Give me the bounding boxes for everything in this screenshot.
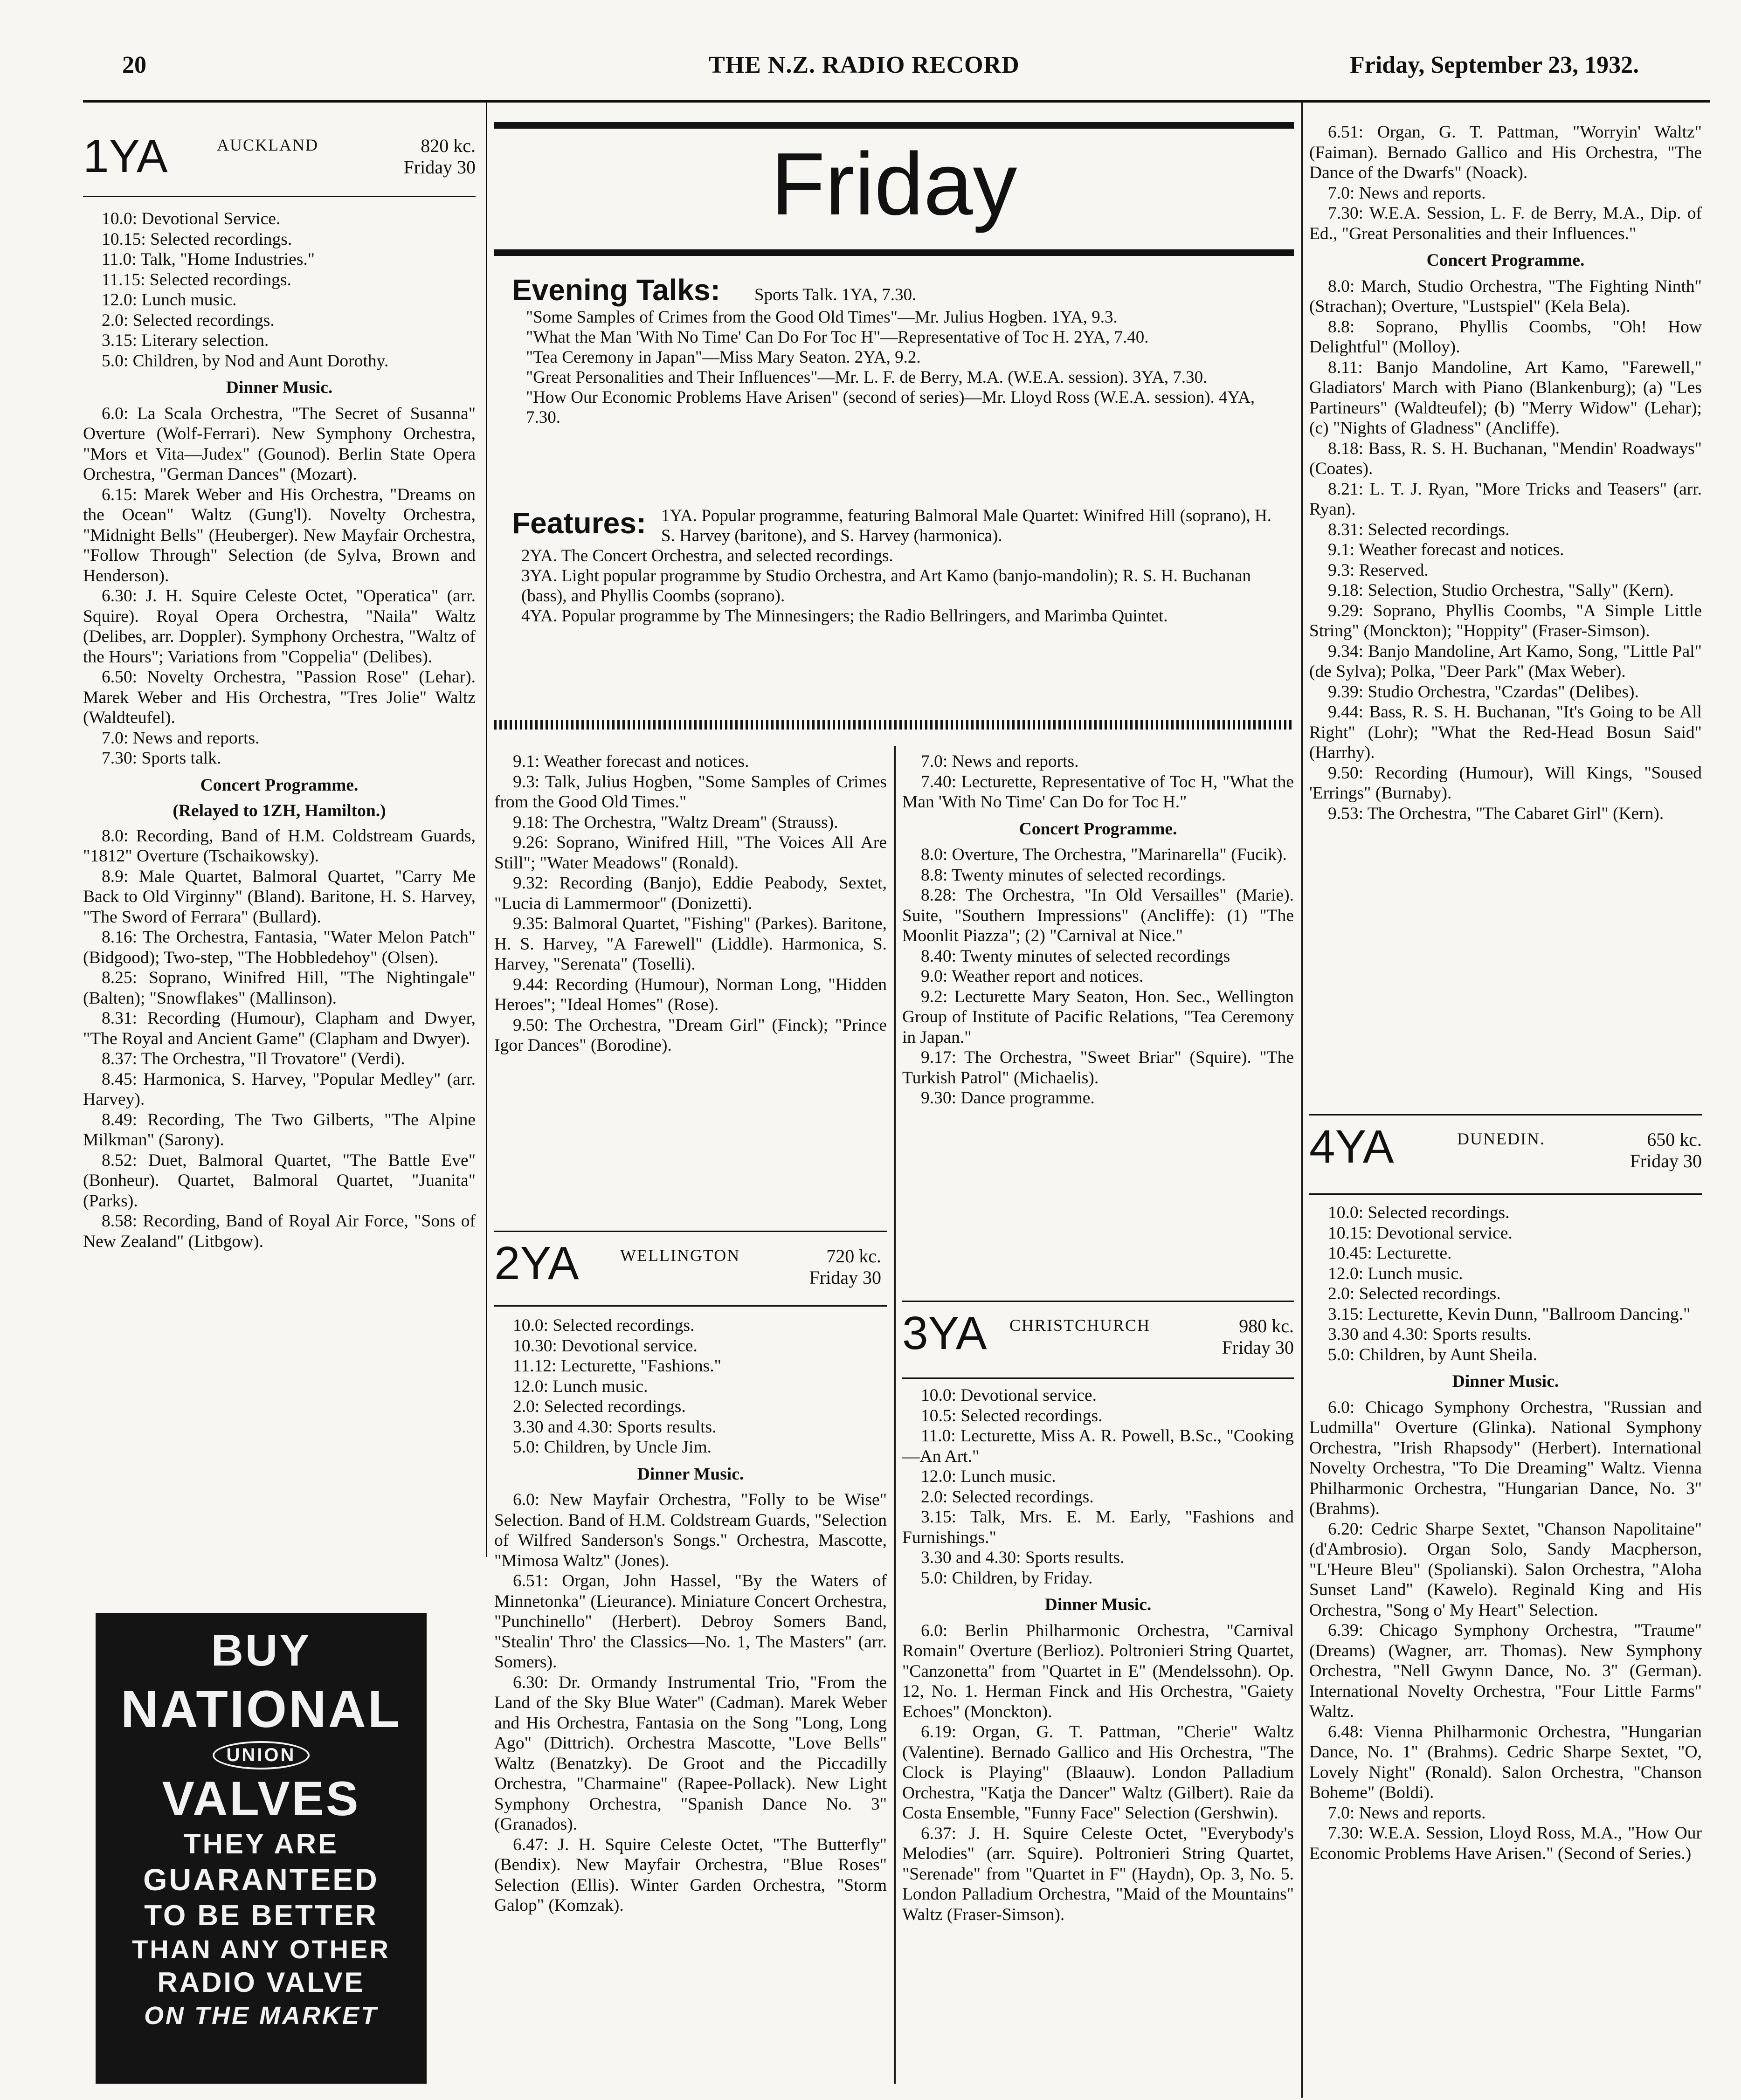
relay-note: (Relayed to 1ZH, Hamilton.) xyxy=(173,801,386,820)
list-item: 7.0: News and reports. xyxy=(1328,1803,1486,1823)
section-heading: Concert Programme. xyxy=(1019,819,1177,839)
list-item: 9.50: Recording (Humour), Will Kings, "Soused 'Errings" (Burnaby). xyxy=(1309,763,1702,803)
list-item: 6.19: Organ, G. T. Pattman, "Cherie" Waltz (Valentine). Bernado Gallico and His Orchestra, "The Clock is Playing" (Blaauw). London Palladium Orchestra, "Katja the Dancer" Waltz (Gilbert). Raie da Costa Ensemble, "Funny Face" Selection (Gershwin). xyxy=(902,1722,1294,1823)
list-item: 8.16: The Orchestra, Fantasia, "Water Melon Patch" (Bidgood); Two-step, "The Hobbledehoy" (Olsen). xyxy=(83,928,476,967)
station-rule xyxy=(902,1377,1294,1379)
station-rule xyxy=(494,1305,887,1307)
station-frequency: 650 kc. Friday 30 xyxy=(1630,1129,1702,1171)
list-item: 3.15: Literary selection. xyxy=(102,331,269,350)
feature-item: 2YA. The Concert Orchestra, and selected recordings. xyxy=(521,546,893,565)
station-rule xyxy=(1309,1114,1702,1115)
list-item: 9.3: Talk, Julius Hogben, "Some Samples of Crimes from the Good Old Times." xyxy=(494,772,887,812)
list-item: 12.0: Lunch music. xyxy=(513,1377,648,1396)
list-item: 6.0: Berlin Philharmonic Orchestra, "Carnival Romain" Overture (Berlioz). Poltronieri String Quartet, "Canzonetta" from "Quartet in E" (Mendelssohn). Op. 12, No. 1. Herman Finck and His Orchestra, "Gaiety Echoes" (Monckton). xyxy=(902,1621,1294,1721)
list-item: 3.30 and 4.30: Sports results. xyxy=(513,1417,717,1437)
column-divider xyxy=(486,103,487,1557)
feature-item: 4YA. Popular programme by The Minnesingers; the Radio Bellringers, and Marimba Quintet. xyxy=(521,606,1168,626)
list-item: 7.40: Lecturette, Representative of Toc H, "What the Man 'With No Time' Can Do for Toc H." xyxy=(902,772,1294,812)
list-item: 12.0: Lunch music. xyxy=(102,290,237,310)
column-4ya xyxy=(1309,1203,1702,1864)
list-item: 8.45: Harmonica, S. Harvey, "Popular Medley" (arr. Harvey). xyxy=(83,1069,476,1109)
dotted-divider xyxy=(494,720,1294,730)
column-2ya-continued xyxy=(902,751,1294,1109)
list-item: 12.0: Lunch music. xyxy=(1328,1264,1463,1283)
national-union-valves-advert: BUY NATIONAL UNION VALVES THEY ARE GUARANTEED TO BE BETTER THAN ANY OTHER RADIO VALVE ON THE MARKET xyxy=(96,1613,427,2084)
list-item: 7.30: Sports talk. xyxy=(102,749,221,768)
list-item: 8.31: Selected recordings. xyxy=(1328,520,1510,539)
list-item: 8.0: Recording, Band of H.M. Coldstream Guards, "1812" Overture (Tschaikowsky). xyxy=(83,826,476,866)
list-item: 11.0: Talk, "Home Industries." xyxy=(102,250,315,269)
list-item: 8.37: The Orchestra, "Il Trovatore" (Verdi). xyxy=(102,1049,405,1068)
station-rule xyxy=(83,196,476,197)
column-1ya xyxy=(83,209,476,1252)
list-item: 6.0: New Mayfair Orchestra, "Folly to be Wise" Selection. Band of H.M. Coldstream Guards, "Selection of Wilfred Sanderson's Songs." Orchestra, Mascotte, "Mimosa Waltz" (Jones). xyxy=(494,1490,887,1570)
list-item: 8.9: Male Quartet, Balmoral Quartet, "Carry Me Back to Old Virginny" (Bland). Baritone, H. S. Harvey, "The Sword of Ferrara" (Bullard). xyxy=(83,867,476,927)
list-item: 10.30: Devotional service. xyxy=(513,1336,698,1356)
column-3ya xyxy=(902,1385,1294,1925)
list-item: 8.49: Recording, The Two Gilberts, "The Alpine Milkman" (Sarony). xyxy=(83,1110,476,1150)
section-heading: Dinner Music. xyxy=(226,378,333,397)
list-item: 9.34: Banjo Mandoline, Art Kamo, Song, "Little Pal" (de Sylva); Polka, "Deer Park" (Max Weber). xyxy=(1309,641,1702,681)
list-item: 9.44: Recording (Humour), Norman Long, "Hidden Heroes"; "Ideal Homes" (Rose). xyxy=(494,975,887,1014)
list-item: 9.30: Dance programme. xyxy=(921,1088,1095,1108)
issue-date: Friday, September 23, 1932. xyxy=(1350,52,1639,78)
list-item: 6.50: Novelty Orchestra, "Passion Rose" (Lehar). Marek Weber and His Orchestra, "Tres Jolie" Waltz (Waldteufel). xyxy=(83,668,476,727)
list-item: 9.50: The Orchestra, "Dream Girl" (Finck); "Prince Igor Dances" (Borodine). xyxy=(494,1015,887,1055)
list-item: 9.17: The Orchestra, "Sweet Briar" (Squire). "The Turkish Patrol" (Michaelis). xyxy=(902,1048,1294,1088)
union-badge: UNION xyxy=(213,1741,310,1770)
station-frequency: 720 kc. Friday 30 xyxy=(809,1246,881,1288)
list-item: 8.8: Twenty minutes of selected recordings. xyxy=(921,865,1226,885)
list-item: 11.12: Lecturette, "Fashions." xyxy=(513,1356,721,1376)
list-item: 8.28: The Orchestra, "In Old Versailles" (Marie). Suite, "Southern Impressions" (Ancliffe): (1) "The Moonlit Piazza"; (2) "Carnival at Nice." xyxy=(902,886,1294,945)
section-heading: Concert Programme. xyxy=(1426,251,1585,270)
title-rule-bottom xyxy=(494,249,1294,256)
talk-item: "Tea Ceremony in Japan"—Miss Mary Seaton. 2YA, 9.2. xyxy=(526,348,921,367)
talk-item: "What the Man 'With No Time' Can Do For Toc H"—Representative of Toc H. 2YA, 7.40. xyxy=(526,328,1149,347)
list-item: 8.8: Soprano, Phyllis Coombs, "Oh! How Delightful" (Molloy). xyxy=(1309,317,1702,357)
list-item: 5.0: Children, by Friday. xyxy=(921,1568,1093,1588)
list-item: 10.15: Selected recordings. xyxy=(102,229,292,249)
page-title: Friday xyxy=(771,135,1017,234)
list-item: 2.0: Selected recordings. xyxy=(513,1397,686,1416)
list-item: 2.0: Selected recordings. xyxy=(102,310,275,330)
list-item: 9.32: Recording (Banjo), Eddie Peabody, Sextet, "Lucia di Lammermoor" (Donizetti). xyxy=(494,874,887,913)
talk-item: Sports Talk. 1YA, 7.30. xyxy=(754,285,917,304)
column-2ya xyxy=(494,1315,887,1916)
section-heading: Concert Programme. xyxy=(200,775,359,795)
header-rule xyxy=(83,100,1710,103)
station-rule xyxy=(902,1301,1294,1302)
features-box xyxy=(512,506,1277,626)
station-city: CHRISTCHURCH xyxy=(1009,1316,1151,1335)
list-item: 7.0: News and reports. xyxy=(102,728,260,748)
station-rule xyxy=(494,1231,887,1232)
feature-item: 1YA. Popular programme, featuring Balmoral Male Quartet: Winifred Hill (soprano), H. S. Harvey (baritone), and S. Harvey (harmonica). xyxy=(661,506,1271,545)
list-item: 9.26: Soprano, Winifred Hill, "The Voices All Are Still"; "Water Meadows" (Ronald). xyxy=(494,833,887,873)
list-item: 7.30: W.E.A. Session, L. F. de Berry, M.A., Dip. of Ed., "Great Personalities and their Influences." xyxy=(1309,204,1702,243)
station-frequency: 980 kc. Friday 30 xyxy=(1222,1315,1294,1358)
list-item: 8.18: Bass, R. S. H. Buchanan, "Mendin' Roadways" (Coates). xyxy=(1309,439,1702,478)
list-item: 3.15: Talk, Mrs. E. M. Early, "Fashions and Furnishings." xyxy=(902,1508,1294,1547)
masthead: THE N.Z. RADIO RECORD xyxy=(709,52,1020,78)
list-item: 2.0: Selected recordings. xyxy=(921,1487,1094,1507)
list-item: 6.51: Organ, G. T. Pattman, "Worryin' Waltz" (Faiman). Bernado Gallico and His Orchestra, "The Dance of the Dwarfs" (Noack). xyxy=(1309,123,1702,182)
column-divider xyxy=(894,746,896,2084)
list-item: 9.18: The Orchestra, "Waltz Dream" (Strauss). xyxy=(513,812,838,832)
list-item: 8.11: Banjo Mandoline, Art Kamo, "Farewell," Gladiators' March with Piano (Blankenburg); (a) "Les Partineurs" (Waldteufel); (b) "Merry Widow" (Lehar); (c) "Nights of Gladness" (Ancliffe). xyxy=(1309,358,1702,438)
station-code: 3YA xyxy=(902,1307,987,1359)
list-item: 3.15: Lecturette, Kevin Dunn, "Ballroom Dancing." xyxy=(1328,1304,1691,1324)
list-item: 6.39: Chicago Symphony Orchestra, "Traume" (Dreams) (Wagner, arr. Thomas). New Symphony Orchestra, "Nell Gwynn Dance, No. 3" (German). International Novelty Orchestra, "Four Little Farms" Waltz. xyxy=(1309,1621,1702,1721)
list-item: 9.18: Selection, Studio Orchestra, "Sally" (Kern). xyxy=(1328,581,1674,600)
list-item: 6.0: Chicago Symphony Orchestra, "Russian and Ludmilla" Overture (Glinka). National Symphony Orchestra, "Irish Rhapsody" (Herbert). International Novelty Orchestra, "To Die Dreaming" Waltz. Vienna Philharmonic Orchestra, "Hungarian Dance, No. 3" (Brahms). xyxy=(1309,1398,1702,1518)
column-1ya-continued xyxy=(494,751,887,1056)
list-item: 6.37: J. H. Squire Celeste Octet, "Everybody's Melodies" (arr. Squire). Poltronieri String Quartet, "Serenade" from "Quartet in F" (Haydn), Op. 3, No. 5. London Palladium Orchestra, "Maid of the Mountains" Waltz (Fraser-Simson). xyxy=(902,1824,1294,1924)
list-item: 10.5: Selected recordings. xyxy=(921,1406,1103,1425)
talk-item: "How Our Economic Problems Have Arisen" (second of series)—Mr. Lloyd Ross (W.E.A. session). 4YA, 7.30. xyxy=(526,388,1255,427)
list-item: 8.40: Twenty minutes of selected recordings xyxy=(921,946,1230,966)
list-item: 10.0: Selected recordings. xyxy=(1328,1203,1510,1222)
list-item: 6.47: J. H. Squire Celeste Octet, "The Butterfly" (Bendix). New Mayfair Orchestra, "Blue Roses" Selection (Ellis). Winter Garden Orchestra, "Storm Galop" (Komzak). xyxy=(494,1835,887,1915)
station-frequency: 820 kc. Friday 30 xyxy=(403,135,476,178)
list-item: 9.53: The Orchestra, "The Cabaret Girl" (Kern). xyxy=(1328,804,1664,823)
list-item: 9.0: Weather report and notices. xyxy=(921,967,1144,986)
features-label: Features: xyxy=(512,506,647,540)
list-item: 7.0: News and reports. xyxy=(1328,183,1486,203)
list-item: 8.52: Duet, Balmoral Quartet, "The Battle Eve" (Bonheur). Quartet, Balmoral Quartet, "Juanita" (Parks). xyxy=(83,1150,476,1211)
list-item: 7.0: News and reports. xyxy=(921,752,1079,771)
list-item: 8.25: Soprano, Winifred Hill, "The Nightingale" (Balten); "Snowflakes" (Mallinson). xyxy=(83,968,476,1008)
talk-item: "Great Personalities and Their Influences"—Mr. L. F. de Berry, M.A. (W.E.A. session). 3YA, 7.30. xyxy=(526,368,1208,387)
station-code: 1YA xyxy=(83,130,168,182)
list-item: 6.30: J. H. Squire Celeste Octet, "Operatica" (arr. Squire). Royal Opera Orchestra, "Naila" Waltz (Delibes, arr. Doppler). Symphony Orchestra, "Waltz of the Hours"; Variations from "Coppelia" (Delibes). xyxy=(83,586,476,667)
station-city: DUNEDIN. xyxy=(1457,1129,1545,1148)
list-item: 6.0: La Scala Orchestra, "The Secret of Susanna" Overture (Wolf-Ferrari). New Symphony Orchestra, "Mors et Vita—Judex" (Gounod). Berlin State Opera Orchestra, "German Dances" (Mozart). xyxy=(83,404,476,484)
list-item: 10.15: Devotional service. xyxy=(1328,1223,1513,1243)
list-item: 5.0: Children, by Uncle Jim. xyxy=(513,1438,712,1457)
list-item: 5.0: Children, by Aunt Sheila. xyxy=(1328,1345,1537,1364)
section-heading: Dinner Music. xyxy=(1044,1595,1152,1614)
station-rule xyxy=(1309,1193,1702,1195)
list-item: 3.30 and 4.30: Sports results. xyxy=(921,1548,1125,1567)
list-item: 9.35: Balmoral Quartet, "Fishing" (Parkes). Baritone, H. S. Harvey, "A Farewell" (Liddle). Harmonica, S. Harvey, "Serenata" (Toselli). xyxy=(494,914,887,974)
list-item: 6.15: Marek Weber and His Orchestra, "Dreams on the Ocean" Waltz (Gung'l). Novelty Orchestra, "Midnight Bells" (Heuberger). New Mayfair Orchestra, "Follow Through" Selection (de Sylva, Brown and Henderson). xyxy=(83,485,476,585)
list-item: 10.45: Lecturette. xyxy=(1328,1244,1452,1263)
list-item: 10.0: Devotional Service. xyxy=(102,209,281,228)
column-3ya-continued xyxy=(1309,122,1702,824)
list-item: 8.31: Recording (Humour), Clapham and Dwyer, "The Royal and Ancient Game" (Clapham and Dwyer). xyxy=(83,1009,476,1048)
list-item: 3.30 and 4.30: Sports results. xyxy=(1328,1325,1532,1344)
evening-talks-box xyxy=(512,273,1277,427)
title-rule-top xyxy=(494,122,1294,129)
list-item: 9.29: Soprano, Phyllis Coombs, "A Simple Little String" (Monckton); "Hoppity" (Fraser-Simson). xyxy=(1309,601,1702,640)
list-item: 8.58: Recording, Band of Royal Air Force, "Sons of New Zealand" (Litbgow). xyxy=(83,1212,476,1251)
list-item: 12.0: Lunch music. xyxy=(921,1467,1056,1486)
list-item: 9.2: Lecturette Mary Seaton, Hon. Sec., Wellington Group of Institute of Pacific Relations, "Tea Ceremony in Japan." xyxy=(902,987,1294,1047)
evening-talks-label: Evening Talks: xyxy=(512,273,720,307)
list-item: 5.0: Children, by Nod and Aunt Dorothy. xyxy=(102,351,389,371)
list-item: 9.39: Studio Orchestra, "Czardas" (Delibes). xyxy=(1328,682,1639,702)
list-item: 10.0: Devotional service. xyxy=(921,1386,1097,1405)
list-item: 6.48: Vienna Philharmonic Orchestra, "Hungarian Dance, No. 1" (Brahms). Cedric Sharpe Sextet, "O, Lovely Night" (Ronald). Salon Orchestra, "Chanson Boheme" (Boldi). xyxy=(1309,1722,1702,1802)
list-item: 9.1: Weather forecast and notices. xyxy=(1328,540,1564,559)
list-item: 9.3: Reserved. xyxy=(1328,560,1429,580)
station-code: 4YA xyxy=(1309,1121,1394,1173)
list-item: 9.1: Weather forecast and notices. xyxy=(513,752,749,771)
section-heading: Dinner Music. xyxy=(637,1464,744,1484)
section-heading: Dinner Music. xyxy=(1452,1372,1559,1391)
talk-item: "Some Samples of Crimes from the Good Old Times"—Mr. Julius Hogben. 1YA, 9.3. xyxy=(526,308,1118,327)
column-divider xyxy=(1301,103,1303,2098)
list-item: 10.0: Selected recordings. xyxy=(513,1316,695,1335)
list-item: 2.0: Selected recordings. xyxy=(1328,1284,1501,1303)
list-item: 8.21: L. T. J. Ryan, "More Tricks and Teasers" (arr. Ryan). xyxy=(1309,479,1702,519)
list-item: 11.15: Selected recordings. xyxy=(102,270,291,289)
station-city: WELLINGTON xyxy=(620,1246,740,1265)
feature-item: 3YA. Light popular programme by Studio Orchestra, and Art Kamo (banjo-mandolin); R. S. H. Buchanan (bass), and Phyllis Coombs (soprano). xyxy=(521,566,1251,606)
list-item: 9.44: Bass, R. S. H. Buchanan, "It's Going to be All Right" (Lohr); "What the Red-Head Bosun Said" (Harrhy). xyxy=(1309,702,1702,762)
page-number: 20 xyxy=(122,52,146,78)
station-code: 2YA xyxy=(494,1237,579,1289)
list-item: 8.0: March, Studio Orchestra, "The Fighting Ninth" (Strachan); Overture, "Lustspiel" (Kela Bela). xyxy=(1309,276,1702,316)
list-item: 6.30: Dr. Ormandy Instrumental Trio, "From the Land of the Sky Blue Water" (Cadman). Marek Weber and His Orchestra, Fantasia on the Song "Long, Long Ago" (Dittrich). Orchestra Mascotte, "Love Bells" Waltz (Benatzky). De Groot and the Piccadilly Orchestra, "Charmaine" (Rapee-Pollack). New Light Symphony Orchestra, "Spanish Dance No. 3" (Granados). xyxy=(494,1673,887,1834)
list-item: 8.0: Overture, The Orchestra, "Marinarella" (Fucik). xyxy=(921,845,1287,864)
station-city: AUCKLAND xyxy=(217,136,318,154)
list-item: 6.51: Organ, John Hassel, "By the Waters of Minnetonka" (Lieurance). Miniature Concert Orchestra, "Punchinello" (Herbert). Debroy Somers Band, "Stealin' Thro' the Classics—No. 1, The Masters" (arr. Somers). xyxy=(494,1571,887,1672)
list-item: 11.0: Lecturette, Miss A. R. Powell, B.Sc., "Cooking—An Art." xyxy=(902,1426,1294,1466)
list-item: 6.20: Cedric Sharpe Sextet, "Chanson Napolitaine" (d'Ambrosio). Organ Solo, Sandy Macpherson, "L'Heure Bleu" (Spolianski). Salon Orchestra, "Aloha Sunset Land" (Kawelo). Reginald King and His Orchestra, "Song o' My Heart" Selection. xyxy=(1309,1519,1702,1620)
list-item: 7.30: W.E.A. Session, Lloyd Ross, M.A., "How Our Economic Problems Have Arisen." (Second of Series.) xyxy=(1309,1824,1702,1863)
